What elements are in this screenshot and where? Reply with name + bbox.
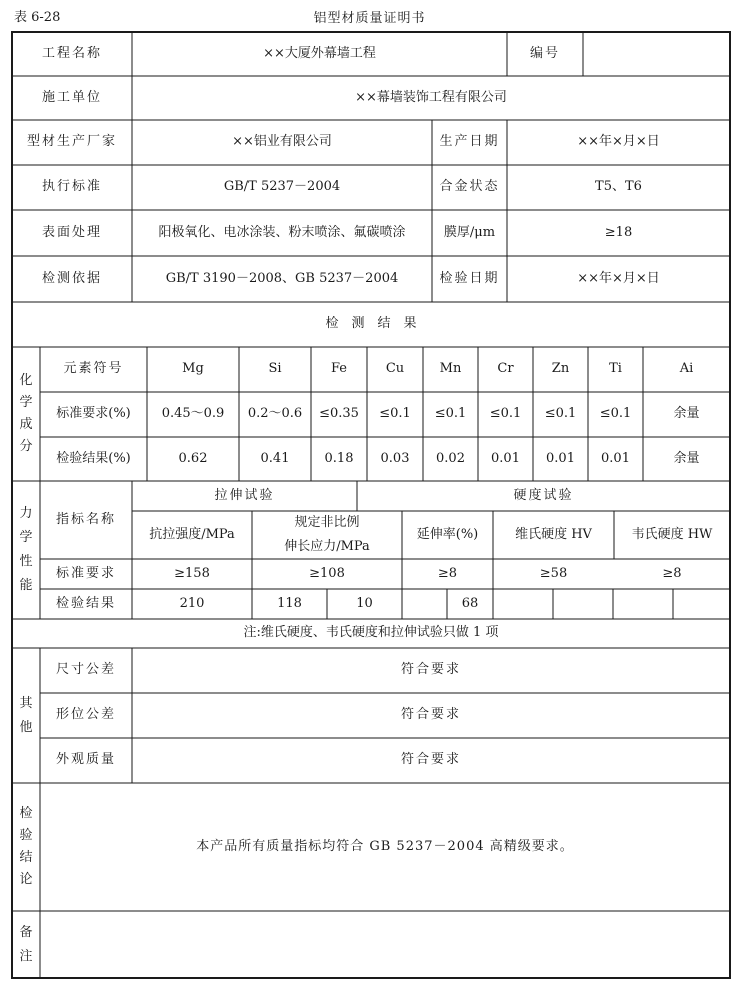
chem-result-cu: 0.03	[380, 450, 410, 466]
mechanical-group-label: 力 学 性 能	[19, 506, 33, 593]
chem-requirement-si: 0.2～0.6	[247, 406, 303, 422]
element-label: 元素符号	[63, 361, 124, 377]
chem-result-cr: 0.01	[491, 450, 520, 466]
element-zn: Zn	[551, 361, 570, 377]
mech-requirement-label: 标准要求	[55, 565, 116, 581]
tensile-test-label: 拉伸试验	[214, 487, 275, 503]
chem-requirement-zn: ≤0.1	[544, 406, 577, 422]
film-thickness-value: ≥18	[604, 224, 633, 240]
mech-result-elongation: 10	[356, 595, 373, 611]
appearance-label: 外观质量	[55, 752, 116, 768]
mech-requirement-webster: ≥8	[662, 565, 682, 581]
mech-requirement-proof: ≥108	[309, 565, 345, 581]
inspection-date-label: 检验日期	[439, 270, 500, 286]
chem-result-mg: 0.62	[178, 450, 208, 466]
number-label: 编号	[529, 45, 560, 61]
chem-requirement-cr: ≤0.1	[489, 406, 522, 422]
standard-label: 执行标准	[41, 179, 102, 195]
proof-stress-label: 规定非比例 伸长应力/MPa	[284, 515, 370, 554]
elongation-label: 延伸率(%)	[416, 526, 479, 542]
chem-result-si: 0.41	[260, 450, 290, 466]
production-date-label: 生产日期	[439, 134, 500, 150]
element-mg: Mg	[182, 361, 204, 377]
element-ti: Ti	[609, 361, 622, 377]
form-tolerance-value: 符合要求	[400, 707, 461, 723]
conclusion-text: 本产品所有质量指标均符合 GB 5237－2004 高精级要求。	[196, 838, 574, 854]
manufacturer-label: 型材生产厂家	[26, 134, 117, 150]
surface-label: 表面处理	[41, 224, 102, 240]
mech-requirement-elongation: ≥8	[437, 565, 458, 581]
element-cr: Cr	[497, 361, 514, 377]
element-cu: Cu	[385, 361, 405, 377]
dimension-tolerance-value: 符合要求	[400, 662, 461, 678]
inspection-date-value: ××年×月×日	[577, 270, 660, 286]
other-group-label: 其 他	[19, 695, 33, 735]
conclusion-label: 检 验 结 论	[19, 806, 33, 887]
results-heading: 检 测 结 果	[325, 316, 417, 332]
chem-result-fe: 0.18	[324, 450, 354, 466]
chem-requirement-fe: ≤0.35	[319, 406, 359, 422]
contractor-value: ××幕墙装饰工程有限公司	[355, 89, 507, 105]
chem-requirement-ti: ≤0.1	[599, 406, 632, 422]
chemistry-group-label: 化 学 成 分	[19, 373, 33, 454]
table-number: 表 6-28	[14, 10, 61, 25]
contractor-label: 施工单位	[41, 89, 102, 105]
number-value	[583, 32, 730, 76]
temper-label: 合金状态	[439, 179, 500, 195]
chem-result-ai: 余量	[673, 450, 700, 466]
dimension-tolerance-label: 尺寸公差	[55, 662, 116, 678]
form-tolerance-label: 形位公差	[55, 707, 116, 723]
surface-value: 阳极氧化、电冰涂装、粉末喷涂、氟碳喷涂	[158, 224, 406, 240]
mech-result-tensile: 210	[179, 595, 205, 611]
basis-label: 检测依据	[41, 270, 102, 286]
film-thickness-label: 膜厚/μm	[443, 224, 496, 240]
chem-requirement-mg: 0.45～0.9	[161, 406, 225, 422]
project-name-label: 工程名称	[41, 45, 102, 61]
chem-result-zn: 0.01	[546, 450, 575, 466]
element-fe: Fe	[330, 361, 347, 377]
element-si: Si	[268, 361, 282, 377]
indicator-label: 指标名称	[55, 511, 116, 527]
temper-value: T5、T6	[595, 179, 642, 195]
chem-requirement-label: 标准要求(%)	[56, 406, 131, 422]
remarks-value	[40, 911, 730, 978]
chem-result-ti: 0.01	[601, 450, 630, 466]
note: 注:维氏硬度、韦氏硬度和拉伸试验只做 1 项	[243, 625, 499, 641]
mech-result-proof: 118	[277, 595, 302, 611]
mech-requirement-vickers: ≥58	[539, 565, 568, 581]
manufacturer-value: ××铝业有限公司	[232, 134, 332, 150]
appearance-value: 符合要求	[400, 752, 461, 768]
chem-requirement-mn: ≤0.1	[434, 406, 467, 422]
element-mn: Mn	[439, 361, 462, 377]
mech-result-label: 检验结果	[55, 595, 116, 611]
mech-result-hardness: 68	[461, 595, 479, 611]
project-name-value: ××大厦外幕墙工程	[263, 45, 376, 61]
document-title: 铝型材质量证明书	[313, 11, 426, 26]
chem-requirement-ai: 余量	[673, 406, 700, 422]
standard-value: GB/T 5237－2004	[223, 179, 341, 195]
production-date-value: ××年×月×日	[577, 134, 660, 150]
tensile-strength-label: 抗拉强度/MPa	[149, 526, 235, 542]
hardness-test-label: 硬度试验	[513, 487, 574, 503]
chem-result-mn: 0.02	[436, 450, 465, 466]
webster-hardness-label: 韦氏硬度 HW	[631, 526, 713, 542]
vickers-hardness-label: 维氏硬度 HV	[515, 526, 592, 542]
chem-requirement-cu: ≤0.1	[379, 406, 411, 422]
basis-value: GB/T 3190－2008、GB 5237－2004	[165, 270, 399, 286]
remarks-label: 备 注	[19, 924, 33, 964]
element-ai: Ai	[679, 361, 694, 377]
mech-requirement-tensile: ≥158	[174, 565, 210, 581]
chem-result-label: 检验结果(%)	[56, 450, 131, 466]
